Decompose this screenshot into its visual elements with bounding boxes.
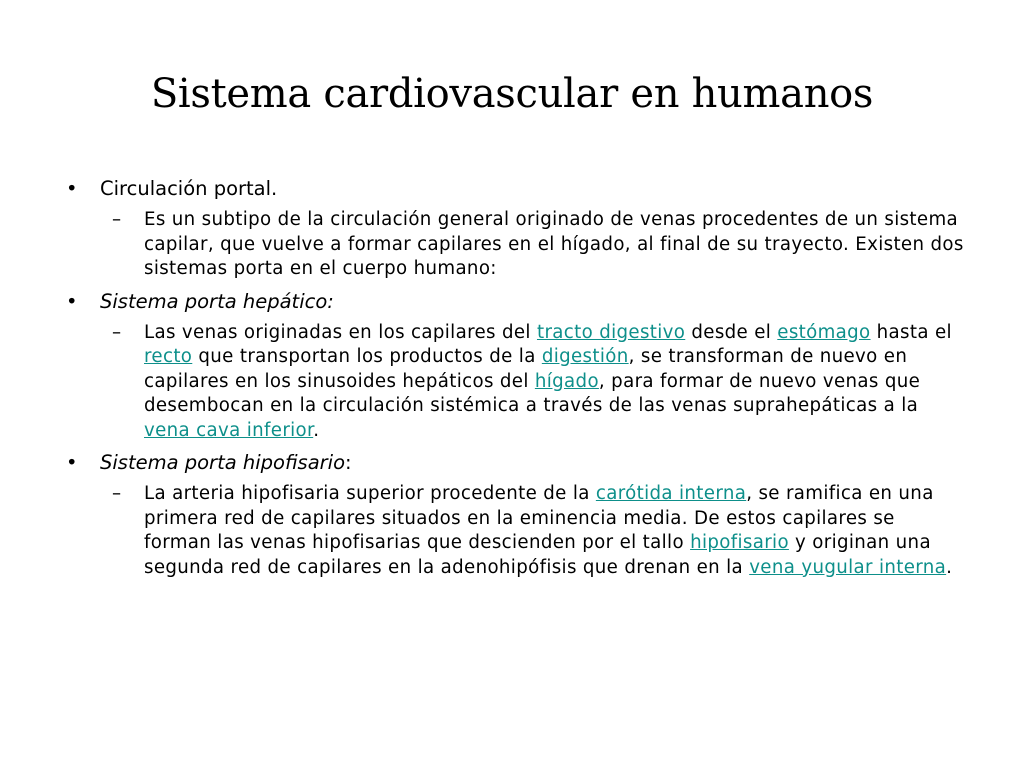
paragraph-text: y originan una segunda red de capilares en la adenohipófisis que drenan en la <box>144 532 931 578</box>
paragraph-text: , se transforman de nuevo en capilares en los sinusoides hepáticos del <box>144 346 908 392</box>
dash-icon: – <box>112 483 122 504</box>
link-estomago[interactable]: estómago <box>777 321 871 343</box>
link-hipofisario[interactable]: hipofisario <box>690 532 789 553</box>
link-tracto-digestivo[interactable]: tracto digestivo <box>536 321 686 343</box>
dash-icon: – <box>112 209 122 230</box>
bullet-heading-suffix: : <box>345 451 352 474</box>
bullet-icon: • <box>66 177 78 200</box>
paragraph-text: , para formar de nuevo venas que desembocan en la circulación sistémica a través de las venas suprahepáticas a la <box>144 370 921 416</box>
dash-icon: – <box>112 321 122 343</box>
slide-content <box>66 176 966 587</box>
paragraph-text: Es un subtipo de la circulación general originado de venas procedentes de un sistema capilar, que vuelve a formar capilares en el hígado, al final de su trayecto. Existen dos sistemas porta en el cuerpo humano: <box>144 209 964 279</box>
link-vena-cava-inferior[interactable]: vena cava inferior <box>144 419 314 441</box>
bullet-heading: Sistema porta hepático: <box>100 289 334 313</box>
link-digestion[interactable]: digestión <box>541 346 629 367</box>
bullet-icon: • <box>66 451 78 474</box>
link-recto[interactable]: recto <box>144 346 193 367</box>
bullet-porta-hepatico <box>66 289 966 315</box>
paragraph-text: , se ramifica en una primera red de capilares situados en la eminencia media. De estos capilares se forman las venas hipofisarias que descienden por el tallo <box>144 483 934 553</box>
paragraph-text: Las venas originadas en los capilares del <box>144 321 537 343</box>
sub-bullet-circulacion-portal <box>66 208 966 282</box>
paragraph-text: . <box>313 419 320 441</box>
paragraph-text: La arteria hipofisaria superior procedente de la <box>144 483 596 504</box>
link-vena-yugular-interna[interactable]: vena yugular interna <box>749 556 947 578</box>
link-higado[interactable]: hígado <box>534 370 599 392</box>
bullet-heading: Circulación portal. <box>100 177 278 200</box>
bullet-circulacion-portal <box>66 176 966 202</box>
paragraph-text: . <box>946 556 953 578</box>
link-carotida-interna[interactable]: carótida interna <box>595 483 747 504</box>
slide-title: Sistema cardiovascular en humanos <box>150 71 874 117</box>
paragraph-text: desde el <box>685 321 778 343</box>
bullet-icon: • <box>66 289 78 313</box>
paragraph-text: hasta el <box>870 321 952 343</box>
sub-bullet-porta-hipofisario <box>66 482 966 580</box>
sub-bullet-porta-hepatico <box>66 321 966 444</box>
bullet-porta-hipofisario <box>66 450 966 476</box>
bullet-heading: Sistema porta hipofisario <box>100 451 346 474</box>
paragraph-text: que transportan los productos de la <box>192 346 542 367</box>
